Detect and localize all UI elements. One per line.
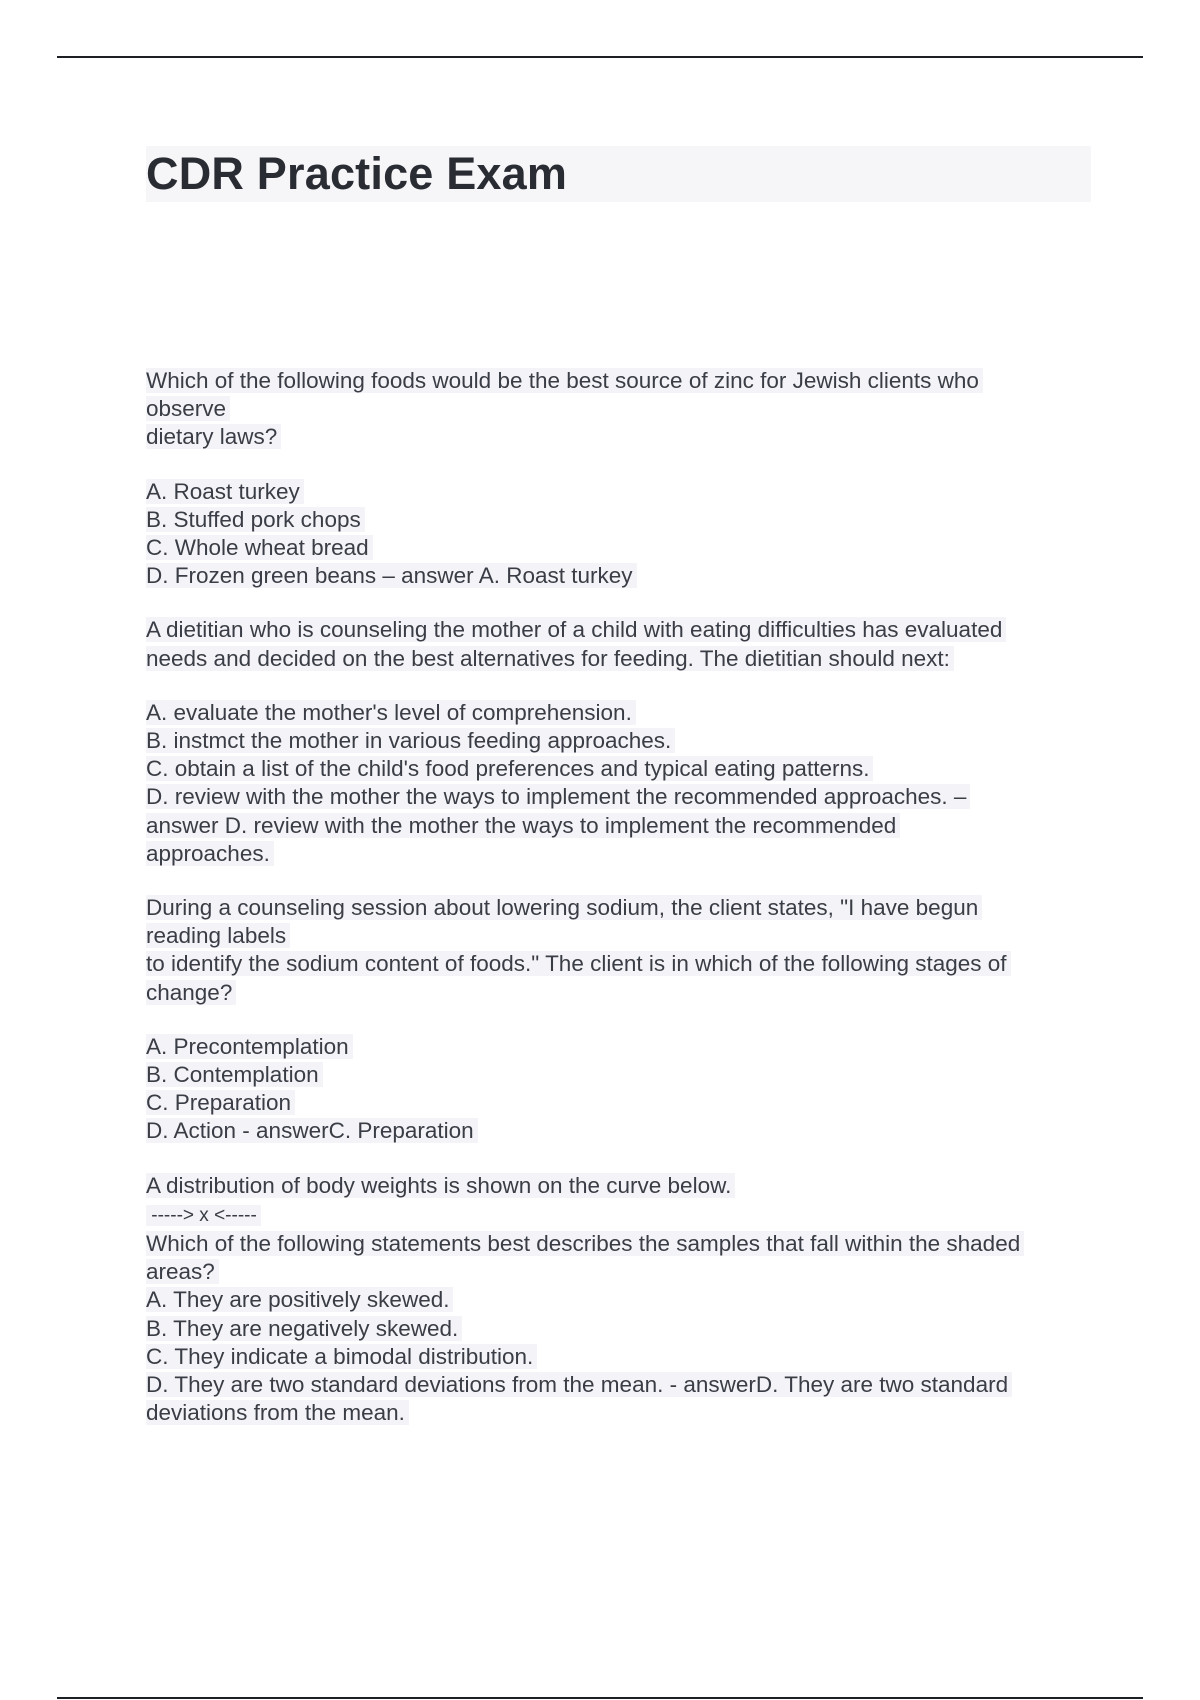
- question-1-stem: [146, 367, 1091, 452]
- option-line: D. review with the mother the ways to implement the recommended approaches. –: [146, 784, 970, 809]
- option-line-answer: answer D. review with the mother the ways to implement the recommended: [146, 813, 900, 838]
- stem-line-curve-marker: -----> x <-----: [146, 1205, 261, 1226]
- option-line-answer: D. Frozen green beans – answer A. Roast turkey: [146, 563, 637, 588]
- stem-line: reading labels: [146, 923, 290, 948]
- stem-line: change?: [146, 980, 236, 1005]
- option-line: D. They are two standard deviations from the mean. - answerD. They are two standard: [146, 1372, 1012, 1397]
- stem-line: dietary laws?: [146, 424, 281, 449]
- stem-line: Which of the following foods would be the best source of zinc for Jewish clients who: [146, 368, 983, 393]
- question-4-stem: [146, 1172, 1091, 1287]
- option-line: B. Stuffed pork chops: [146, 507, 365, 532]
- document-title: CDR Practice Exam: [146, 146, 1091, 202]
- option-line: C. Preparation: [146, 1090, 295, 1115]
- stem-line: During a counseling session about lowering sodium, the client states, "I have begun: [146, 895, 982, 920]
- question-2-options: [146, 699, 1091, 868]
- stem-line: A dietitian who is counseling the mother of a child with eating difficulties has evaluated: [146, 617, 1006, 642]
- stem-line: areas?: [146, 1259, 219, 1284]
- option-line: A. Roast turkey: [146, 479, 304, 504]
- option-line-answer: D. Action - answerC. Preparation: [146, 1118, 478, 1143]
- option-line: A. They are positively skewed.: [146, 1287, 453, 1312]
- stem-line: Which of the following statements best describes the samples that fall within the shaded: [146, 1231, 1024, 1256]
- option-line: A. evaluate the mother's level of comprehension.: [146, 700, 636, 725]
- option-line-answer: approaches.: [146, 841, 274, 866]
- option-line: C. They indicate a bimodal distribution.: [146, 1344, 537, 1369]
- question-4-options: [146, 1286, 1091, 1427]
- stem-line: observe: [146, 396, 230, 421]
- stem-line: needs and decided on the best alternatives for feeding. The dietitian should next:: [146, 646, 954, 671]
- option-line: B. Contemplation: [146, 1062, 323, 1087]
- stem-line: to identify the sodium content of foods." The client is in which of the following stages of: [146, 951, 1011, 976]
- option-line: B. They are negatively skewed.: [146, 1316, 462, 1341]
- option-line-answer: deviations from the mean.: [146, 1400, 409, 1425]
- option-line: A. Precontemplation: [146, 1034, 353, 1059]
- question-1-options: [146, 478, 1091, 591]
- option-line: C. obtain a list of the child's food preferences and typical eating patterns.: [146, 756, 873, 781]
- option-line: C. Whole wheat bread: [146, 535, 373, 560]
- question-3-stem: [146, 894, 1091, 1007]
- stem-line: A distribution of body weights is shown on the curve below.: [146, 1173, 735, 1198]
- top-rule: [57, 56, 1143, 58]
- option-line: B. instmct the mother in various feeding approaches.: [146, 728, 675, 753]
- question-2-stem: [146, 616, 1091, 672]
- question-3-options: [146, 1033, 1091, 1146]
- question-list: [146, 367, 1091, 1428]
- bottom-rule: [57, 1697, 1143, 1699]
